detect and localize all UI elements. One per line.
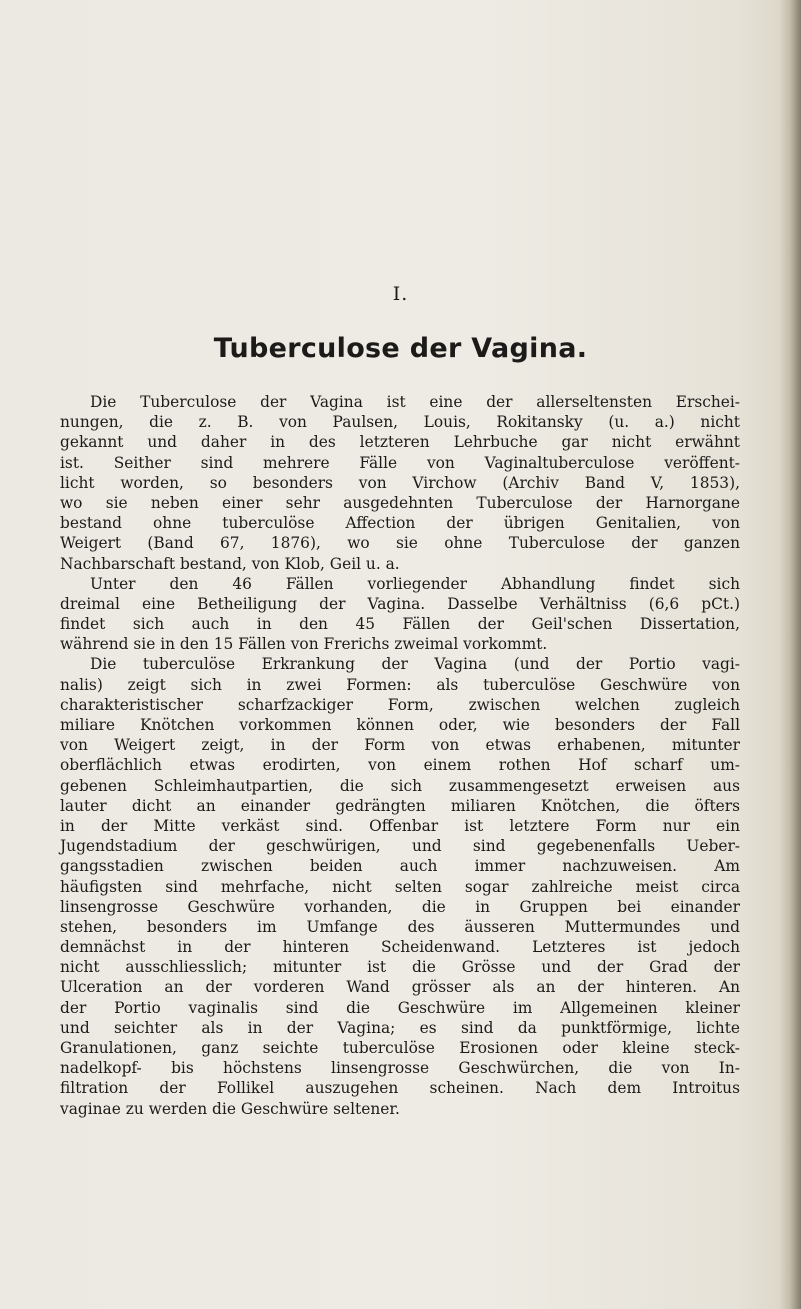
- text-line: nungen, die z. B. von Paulsen, Louis, Rokitansky (u. a.) nicht: [60, 413, 740, 432]
- text-line: und seichter als in der Vagina; es sind da punktförmige, lichte: [60, 1018, 740, 1037]
- text-line: stehen, besonders im Umfange des äusseren Muttermundes und: [60, 917, 740, 936]
- text-line: Unter den 46 Fällen vorliegender Abhandlung findet sich: [90, 574, 740, 593]
- text-line: miliare Knötchen vorkommen können oder, wie besonders der Fall: [60, 716, 740, 734]
- text-line: Die Tuberculose der Vagina ist eine der allerseltensten Erschei-: [90, 393, 740, 411]
- text-line: demnächst in der hinteren Scheidenwand. Letzteres ist jedoch: [60, 938, 740, 957]
- text-line: nalis) zeigt sich in zwei Formen: als tuberculöse Geschwüre von: [60, 675, 740, 694]
- text-line: Weigert (Band 67, 1876), wo sie ohne Tuberculose der ganzen: [60, 534, 740, 553]
- body-text: [60, 392, 740, 1119]
- text-line: ist. Seither sind mehrere Fälle von Vaginaltuberculose veröffent-: [60, 453, 740, 472]
- text-line: wo sie neben einer sehr ausgedehnten Tuberculose der Harnorgane: [60, 493, 740, 512]
- text-line: gebenen Schleimhautpartien, die sich zusammengesetzt erweisen aus: [60, 776, 740, 795]
- text-line: lauter dicht an einander gedrängten miliaren Knötchen, die öfters: [60, 796, 740, 815]
- text-line: gekannt und daher in des letzteren Lehrbuche gar nicht erwähnt: [60, 433, 740, 452]
- text-line: linsengrosse Geschwüre vorhanden, die in Gruppen bei einander: [60, 897, 740, 916]
- text-line: oberflächlich etwas erodirten, von einem rothen Hof scharf um-: [60, 756, 740, 775]
- text-line: der Portio vaginalis sind die Geschwüre im Allgemeinen kleiner: [60, 998, 740, 1017]
- page-edge-shadow: [779, 0, 801, 1309]
- text-line: von Weigert zeigt, in der Form von etwas erhabenen, mitunter: [60, 736, 740, 755]
- text-line: bestand ohne tuberculöse Affection der übrigen Genitalien, von: [60, 514, 740, 533]
- text-line: nicht ausschliesslich; mitunter ist die Grösse und der Grad der: [60, 958, 740, 977]
- text-line: Granulationen, ganz seichte tuberculöse Erosionen oder kleine steck-: [60, 1039, 740, 1057]
- text-line: Die tuberculöse Erkrankung der Vagina (und der Portio vagi-: [90, 655, 740, 674]
- text-line: filtration der Follikel auszugehen scheinen. Nach dem Introitus: [60, 1079, 740, 1098]
- text-line: häufigsten sind mehrfache, nicht selten sogar zahlreiche meist circa: [60, 877, 740, 896]
- text-line: findet sich auch in den 45 Fällen der Geil'schen Dissertation,: [60, 615, 740, 634]
- text-line: Jugendstadium der geschwürigen, und sind gegebenenfalls Ueber-: [60, 837, 740, 856]
- text-line: Ulceration an der vorderen Wand grösser als an der hinteren. An: [60, 978, 740, 997]
- text-line: licht worden, so besonders von Virchow (Archiv Band V, 1853),: [60, 473, 740, 492]
- chapter-title: Tuberculose der Vagina.: [213, 333, 588, 364]
- text-line: vaginae zu werden die Geschwüre seltener.: [60, 1099, 400, 1118]
- text-line: Nachbarschaft bestand, von Klob, Geil u. a.: [60, 554, 400, 573]
- chapter-number: I.: [392, 283, 409, 305]
- text-line: in der Mitte verkäst sind. Offenbar ist letztere Form nur ein: [60, 816, 740, 835]
- text-line: charakteristischer scharfzackiger Form, zwischen welchen zugleich: [60, 695, 740, 714]
- text-line: gangsstadien zwischen beiden auch immer nachzuweisen. Am: [60, 857, 740, 876]
- text-line: dreimal eine Betheiligung der Vagina. Dasselbe Verhältniss (6,6 pCt.): [60, 594, 740, 613]
- text-line: nadelkopf- bis höchstens linsengrosse Geschwürchen, die von In-: [60, 1059, 740, 1078]
- text-line: während sie in den 15 Fällen von Frerichs zweimal vorkommt.: [60, 635, 548, 654]
